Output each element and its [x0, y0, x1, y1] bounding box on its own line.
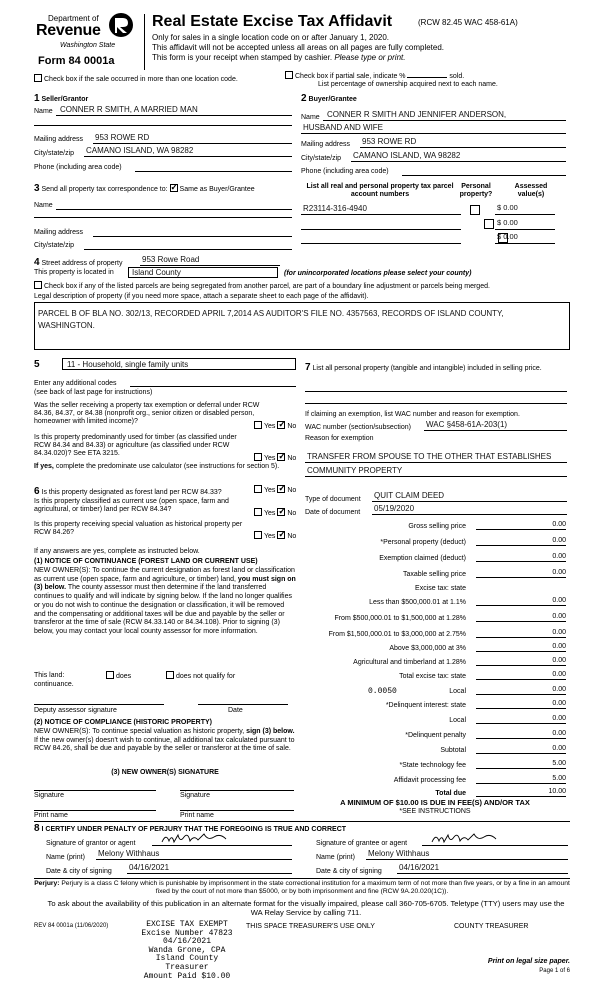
partial-sale-label: Check box if partial sale, indicate %: [295, 73, 406, 80]
land-does-not-label: does not qualify for: [176, 673, 236, 680]
local-rate: 0.0050: [368, 687, 397, 696]
tax-row-label: Exemption claimed (deduct): [379, 555, 466, 562]
seller-mail-field[interactable]: [93, 133, 292, 144]
historic-question: Is this property receiving special valuation as historical property per RCW 84.26?: [34, 521, 243, 537]
tax-row-value: 0.00: [552, 521, 566, 528]
exemption-question: Was the seller receiving a property tax exemption or deferral under RCW 84.36, 84.37, or 84.38 (nonprofit org., senior citizen or disabled person, homeowner with limited income)?: [34, 402, 260, 426]
same-as-buyer-label: Same as Buyer/Grantee: [179, 186, 255, 193]
grantee-sig-label: Signature of grantee or agent: [316, 840, 408, 847]
perjury-label: Perjury:: [34, 880, 60, 887]
section-4-street-row: [34, 257, 122, 269]
no-label: No: [287, 510, 297, 517]
land-does-not-option: [166, 671, 235, 681]
historic-answer: [254, 531, 296, 541]
tax-row: [300, 656, 570, 668]
assessed-col-header: Assessed value(s): [514, 183, 548, 199]
current-use-question: Is this property classified as current use (open space, farm and agricultural, or timber) land per RCW 84.34?: [34, 498, 229, 514]
buyer-name-line2[interactable]: [301, 123, 566, 134]
tax-row-value: 0.00: [552, 553, 566, 560]
personal-property-line-2[interactable]: [305, 396, 567, 404]
tax-row-label: Taxable selling price: [402, 571, 466, 578]
minimum-due: A MINIMUM OF $10.00 IS DUE IN FEE(S) AND/OR TAX: [340, 798, 530, 807]
grantee-date-label: Date & city of signing: [316, 868, 382, 875]
buyer-name-field[interactable]: [323, 110, 566, 121]
tax-row: [300, 729, 570, 741]
stamp-line-6: Amount Paid $10.00: [143, 971, 231, 981]
notice-1-title: (1) NOTICE OF CONTINUANCE (FOREST LAND OR CURRENT USE): [34, 558, 258, 565]
timber-note: [34, 463, 284, 471]
new-owner-print-2[interactable]: [180, 801, 294, 811]
tax-row-value: 0.00: [552, 730, 566, 737]
tax-row: [300, 685, 570, 697]
notice-2-title: (2) NOTICE OF COMPLIANCE (HISTORIC PROPERTY): [34, 719, 212, 726]
county-treasurer-label: COUNTY TREASURER: [454, 923, 529, 930]
street-label: Street address of property: [41, 260, 123, 267]
tax-row-value: 0.00: [552, 569, 566, 576]
tax-row-label: *State technology fee: [399, 762, 466, 769]
additional-codes-field[interactable]: [130, 377, 296, 387]
wac-field[interactable]: [424, 421, 567, 431]
tax-row-label: *Personal property (deduct): [380, 539, 466, 546]
notice-1-c: The county assessor must then determine if the land transferred continues to qualify and will indicate by signing below. If the land no longer qualifies or you do not wish to continue the designation or classification, it will be removed and the compensating or additional taxes will be due and payable by the seller or transferor at the time of sale (RCW 84.33.140 or 84.34.108). Prior to signing (3) below, you may contact your local county assessor for more information.: [34, 584, 292, 635]
tax-row-label: *Delinquent penalty: [405, 732, 466, 739]
section-6-number: 6: [34, 486, 40, 497]
this-land-label: This land:: [34, 672, 65, 679]
yes-label: Yes: [264, 487, 276, 494]
notice-2-a: NEW OWNER(S): To continue special valuation as historic property,: [34, 728, 245, 735]
treasurer-use-label: THIS SPACE TREASURER'S USE ONLY: [246, 923, 375, 930]
dept-line3: Washington State: [60, 42, 116, 49]
legal-size-note: Print on legal size paper.: [487, 958, 570, 965]
page-title: Real Estate Excise Tax Affidavit: [152, 13, 393, 30]
timber-yes-checkbox[interactable]: [254, 453, 262, 461]
signature-label-2: Signature: [180, 792, 210, 799]
seller-name-line2[interactable]: [34, 121, 292, 126]
dept-line1: Department of: [48, 14, 99, 23]
grantor-sig-label: Signature of grantor or agent: [46, 840, 136, 847]
tax-row: [300, 670, 570, 682]
land-does-option: [106, 671, 131, 681]
notice-1-b: you must sign on (3) below.: [34, 575, 296, 592]
print-name-label-2: Print name: [180, 812, 214, 819]
header-note-3-text: This form is your receipt when stamped by cashier.: [152, 53, 333, 62]
perjury-text: Perjury is a class C felony which is punishable by imprisonment in the state correctional institution for a maximum term of not more than five years, or by a fine in an amount fixed by the court of not more than $5000, or by both imprisonment and fine (RCW 9A.20.020(1C)).: [61, 880, 570, 895]
buyer-city-field[interactable]: [351, 151, 566, 162]
land-does-not-checkbox[interactable]: [166, 671, 174, 679]
tax-row-value: 0.00: [552, 657, 566, 664]
see-instructions: *SEE INSTRUCTIONS: [399, 808, 471, 815]
tax-row: [300, 596, 570, 608]
sec3-mail-field[interactable]: [93, 226, 292, 237]
new-owner-print-1[interactable]: [34, 801, 156, 811]
dor-logo: [36, 12, 136, 58]
partial-percent-field[interactable]: [407, 70, 447, 78]
seller-name-field[interactable]: [56, 105, 292, 116]
tax-row-value: 0.00: [552, 700, 566, 707]
reason-value[interactable]: TRANSFER FROM SPOUSE TO THE OTHER THAT ESTABLISHES COMMUNITY PROPERTY: [307, 452, 552, 475]
yes-label: Yes: [264, 510, 276, 517]
sec3-city-field[interactable]: [84, 239, 292, 250]
tax-row: [300, 699, 570, 711]
personal-col-header: Personal property?: [459, 183, 493, 199]
use-code-value: 11 - Household, single family units: [67, 360, 189, 369]
tax-row-label: Affidavit processing fee: [393, 777, 466, 784]
buyer-phone-field[interactable]: [402, 165, 566, 176]
seller-phone-label: Phone (including area code): [34, 164, 122, 171]
forest-no-checkbox[interactable]: [277, 485, 285, 493]
sec3-name-line2[interactable]: [34, 213, 292, 218]
tax-row: [300, 568, 570, 580]
notice-3-title: (3) NEW OWNER(S) SIGNATURE: [111, 769, 219, 776]
tax-row: [300, 744, 570, 756]
new-owner-signature-2[interactable]: [180, 781, 294, 791]
exemption-no-checkbox[interactable]: [277, 421, 285, 429]
grantor-date-value: 04/16/2021: [129, 863, 170, 872]
header-note-3-emphasis: Please type or print.: [334, 53, 406, 62]
tax-row-value: 0.00: [552, 537, 566, 544]
parcel-col-header: List all real and personal property tax parcel account numbers: [306, 183, 454, 199]
seller-city-field[interactable]: [84, 146, 292, 157]
forest-question: [34, 486, 254, 498]
exemption-yes-checkbox[interactable]: [254, 421, 262, 429]
multi-location-row: [34, 74, 238, 84]
yes-label: Yes: [264, 423, 276, 430]
current-use-yes-checkbox[interactable]: [254, 508, 262, 516]
tax-row: [300, 612, 570, 624]
parcel-row-3-number[interactable]: [301, 233, 461, 244]
notice-2-b: sign (3) below.: [246, 728, 295, 735]
section-3-text: Send all property tax correspondence to:: [41, 186, 168, 193]
doc-date-field[interactable]: [372, 505, 567, 515]
tax-row-value: 10.00: [548, 788, 566, 795]
tax-row-value: 0.00: [552, 629, 566, 636]
tax-row: [300, 582, 570, 594]
notice-1-body: [34, 567, 296, 637]
county-value: Island County: [132, 268, 181, 277]
legal-description-value: PARCEL B OF BLA NO. 302/13, RECORDED APRIL 7,2014 AS AUDITOR'S FILE NO. 4357563, RECORDS OF ISLAND COUNTY, WASHINGTON.: [38, 309, 504, 330]
grantor-date-field[interactable]: [127, 864, 292, 874]
timber-answer: [254, 453, 296, 463]
timber-no-checkbox[interactable]: [277, 453, 285, 461]
forest-answer: [254, 485, 296, 495]
buyer-city-label: City/state/zip: [301, 155, 342, 162]
seller-city-value: CAMANO ISLAND, WA 98282: [86, 146, 194, 155]
tax-row-label: Subtotal: [440, 747, 466, 754]
doc-type-field[interactable]: [372, 492, 567, 502]
tax-row-label: Local: [449, 688, 466, 695]
certify-text: I CERTIFY UNDER PENALTY OF PERJURY THAT THE FOREGOING IS TRUE AND CORRECT: [41, 826, 347, 833]
tax-row: [300, 759, 570, 771]
section-3-heading: [34, 183, 255, 195]
parcel-row-2-personal-checkbox[interactable]: [484, 219, 494, 229]
grantee-name-field[interactable]: [366, 850, 568, 860]
sec3-name-field[interactable]: [56, 199, 292, 210]
multi-location-label: Check box if the sale occurred in more than one location code.: [44, 76, 238, 83]
doc-date-label: Date of document: [305, 509, 361, 516]
section-7-text: [305, 362, 567, 374]
stamp-line-1: EXCISE TAX EXEMPT: [146, 920, 228, 929]
section-7-number: 7: [305, 362, 311, 373]
exemption-answer: [254, 421, 296, 431]
no-label: No: [287, 423, 297, 430]
grantee-signature-field[interactable]: [422, 833, 568, 846]
tax-row: [300, 642, 570, 654]
section-1-number: 1: [34, 93, 40, 104]
buyer-name-label: Name: [301, 114, 320, 121]
tax-row-label: Local: [449, 717, 466, 724]
current-use-answer: [254, 508, 296, 518]
tax-row-label: Total excise tax: state: [399, 673, 466, 680]
tax-row-value: 0.00: [552, 745, 566, 752]
parcel-row-1-number[interactable]: [301, 204, 461, 215]
section-3-number: 3: [34, 183, 40, 194]
buyer-phone-label: Phone (including area code): [301, 168, 389, 175]
tax-row: [300, 628, 570, 640]
seller-heading-label: Seller/Grantor: [41, 96, 89, 103]
buyer-heading-label: Buyer/Grantee: [308, 96, 357, 103]
no-label: No: [287, 455, 297, 462]
tax-row-label: Excise tax: state: [415, 585, 466, 592]
county-note: (for unincorporated locations please select your county): [284, 270, 472, 277]
additional-codes-note: (see back of last page for instructions): [34, 389, 153, 396]
grantor-signature-field[interactable]: [152, 833, 292, 846]
signature-label-1: Signature: [34, 792, 64, 799]
grantee-date-field[interactable]: [397, 864, 568, 874]
tax-row: [300, 520, 570, 532]
stamp-line-5: Island County Treasurer: [155, 954, 219, 972]
street-value: 953 Rowe Road: [142, 255, 200, 264]
form-id: Form 84 0001a: [38, 55, 115, 67]
land-does-checkbox[interactable]: [106, 671, 114, 679]
accessibility-notice: To ask about the availability of this publication in an alternate format for the visually impaired, please call 360-705-6705. Teletype (TTY) users may use the WA Relay Service by calling 711.: [47, 899, 565, 917]
deputy-signature-label: Deputy assessor signature: [34, 707, 117, 714]
forest-yes-checkbox[interactable]: [254, 485, 262, 493]
no-label: No: [287, 487, 297, 494]
reason-label: Reason for exemption: [305, 435, 374, 442]
partial-note: List percentage of ownership acquired next to each name.: [318, 81, 498, 88]
yes-label: Yes: [264, 533, 276, 540]
use-code-select[interactable]: [62, 358, 296, 370]
wac-label: WAC number (section/subsection): [305, 424, 411, 431]
forest-question-text: Is this property designated as forest land per RCW 84.33?: [41, 489, 222, 496]
tax-row-value: 0.00: [552, 613, 566, 620]
tax-row: [300, 714, 570, 726]
tax-row-label: *Delinquent interest: state: [385, 702, 466, 709]
revenue-logo-icon: [108, 12, 134, 38]
timber-question: Is this property predominantly used for timber (as classified under RCW 84.34 and 84.33) or agriculture (as classified under RCW 84.34.020)? See ETA 3215.: [34, 434, 237, 458]
stamp-line-3: 04/16/2021: [162, 937, 211, 947]
seller-name-label: Name: [34, 108, 53, 115]
tax-row-value: 0.00: [552, 671, 566, 678]
parcel-row-3-assessed[interactable]: [495, 233, 555, 244]
section-8-number: 8: [34, 823, 40, 834]
buyer-mail-value: 953 ROWE RD: [362, 137, 417, 146]
rcw-reference: (RCW 82.45 WAC 458-61A): [418, 18, 518, 27]
segregated-checkbox[interactable]: [34, 281, 42, 289]
segregated-row: [34, 281, 574, 291]
header-note-3: [152, 53, 405, 62]
no-label: No: [287, 533, 297, 540]
revision-label: REV 84 0001a (11/06/2020): [34, 923, 109, 929]
dept-line2: Revenue: [36, 22, 101, 39]
deputy-date-label: Date: [228, 707, 243, 714]
legal-label: Legal description of property (if you need more space, attach a separate sheet to each page of the affidavit).: [34, 293, 369, 300]
section-2-number: 2: [301, 93, 307, 104]
tax-row-label: From $500,000.01 to $1,500,000 at 1.28%: [334, 615, 466, 622]
tax-row-value: 0.00: [552, 715, 566, 722]
grantor-name-value: Melony Withhaus: [98, 849, 160, 858]
stamp-line-4: Wanda Grone, CPA: [148, 945, 226, 955]
treasurer-stamp: [132, 921, 242, 981]
parcel-row-1-assessed-value: $ 0.00: [497, 203, 518, 212]
grantee-name-label: Name (print): [316, 854, 355, 861]
seller-phone-field[interactable]: [135, 161, 292, 172]
page-number: Page 1 of 6: [539, 968, 570, 974]
seller-mail-value: 953 ROWE RD: [95, 133, 150, 142]
timber-note-text: complete the predominate use calculator (see instructions for section 5).: [55, 463, 280, 470]
tax-row-label: Gross selling price: [408, 523, 466, 530]
multi-location-checkbox[interactable]: [34, 74, 42, 82]
tax-row-value: 0.00: [552, 686, 566, 693]
wac-value: WAC §458-61A-203(1): [426, 420, 508, 429]
tax-row-label: Less than $500,000.01 at 1.1%: [369, 599, 466, 606]
timber-note-bold: If yes,: [34, 463, 54, 470]
sec3-name-label: Name: [34, 202, 53, 209]
parcel-row-2-number[interactable]: [301, 219, 461, 230]
grantor-name-label: Name (print): [46, 854, 85, 861]
buyer-heading: [301, 93, 357, 105]
partial-sale-checkbox[interactable]: [285, 71, 293, 79]
parcel-row-1-value: R23114-316-4940: [303, 204, 367, 213]
parcel-row-1-assessed[interactable]: [495, 204, 555, 215]
partial-sale-row: [285, 70, 464, 81]
sec3-mail-label: Mailing address: [34, 229, 84, 236]
tax-row-value: 0.00: [552, 643, 566, 650]
segregated-label: Check box if any of the listed parcels are being segregated from another parcel, are part of a boundary line adjustment or parcels being merged.: [44, 283, 490, 290]
buyer-city-value: CAMANO ISLAND, WA 98282: [353, 151, 461, 160]
grantor-name-field[interactable]: [96, 850, 292, 860]
print-name-label-1: Print name: [34, 812, 68, 819]
grantor-date-label: Date & city of signing: [46, 868, 112, 875]
current-use-no-checkbox[interactable]: [277, 508, 285, 516]
personal-property-line-1[interactable]: [305, 384, 567, 392]
notice-2-c: If the new owner(s) doesn't wish to continue, all additional tax calculated pursuant to RCW 84.26, shall be due and payable by the seller or transferor at the time of sale.: [34, 736, 295, 753]
county-select[interactable]: [128, 267, 278, 278]
tax-row-label: Above $3,000,000 at 3%: [389, 645, 466, 652]
yes-label: Yes: [264, 455, 276, 462]
tax-row-label: Agricultural and timberland at 1.28%: [353, 659, 466, 666]
historic-no-checkbox[interactable]: [277, 531, 285, 539]
if-any-yes: If any answers are yes, complete as instructed below.: [34, 548, 200, 555]
sold-label: sold.: [449, 73, 465, 80]
seller-heading: [34, 93, 88, 105]
grantee-date-value: 04/16/2021: [399, 863, 440, 872]
section-4-number: 4: [34, 257, 40, 268]
grantor-signature-icon: [160, 831, 230, 845]
header-note-1: Only for sales in a single location code on or after January 1, 2020.: [152, 33, 390, 42]
tax-row-value: 5.00: [552, 760, 566, 767]
seller-city-label: City/state/zip: [34, 150, 75, 157]
buyer-name-value: CONNER R SMITH AND JENNIFER ANDERSON,: [327, 110, 507, 119]
tax-row-value: 5.00: [552, 775, 566, 782]
seller-mail-label: Mailing address: [34, 136, 84, 143]
exemption-instructions: If claiming an exemption, list WAC number and reason for exemption.: [305, 411, 520, 418]
perjury-notice: [34, 880, 570, 896]
doc-type-value: QUIT CLAIM DEED: [374, 491, 445, 500]
grantee-signature-icon: [430, 831, 500, 845]
tax-row: [300, 774, 570, 786]
located-label: This property is located in: [34, 269, 114, 276]
historic-yes-checkbox[interactable]: [254, 531, 262, 539]
notice-1-a: NEW OWNER(S): To continue the current designation as forest land or classification as current use (open space, farm and agriculture, or timber) land,: [34, 567, 295, 583]
section-7-label: List all personal property (tangible and intangible) included in selling price.: [312, 365, 542, 372]
tax-row: [300, 536, 570, 548]
parcel-row-2-assessed[interactable]: [495, 219, 555, 230]
buyer-mail-field[interactable]: [360, 137, 566, 148]
new-owner-signature-1[interactable]: [34, 781, 156, 791]
parcel-row-1-personal-checkbox[interactable]: [470, 205, 480, 215]
seller-name-value: CONNER R SMITH, A MARRIED MAN: [60, 105, 198, 114]
tax-row-value: 0.00: [552, 597, 566, 604]
additional-codes-label: Enter any additional codes: [34, 380, 117, 387]
grantee-name-value: Melony Withhaus: [368, 849, 430, 858]
tax-row-label: Total due: [435, 790, 466, 797]
tax-row-label: From $1,500,000.01 to $3,000,000 at 2.75%: [328, 631, 466, 638]
street-field[interactable]: [140, 256, 280, 266]
tax-row: [300, 552, 570, 564]
header-note-2: This affidavit will not be accepted unless all areas on all pages are fully completed.: [152, 43, 445, 52]
buyer-mail-label: Mailing address: [301, 141, 351, 148]
notice-2-body: [34, 728, 296, 754]
doc-date-value: 05/19/2020: [374, 504, 415, 513]
stamp-line-2: Excise Number 47823: [141, 928, 233, 938]
legal-description-field[interactable]: [34, 302, 570, 350]
doc-type-label: Type of document: [305, 496, 361, 503]
continuance-label: continuance.: [34, 681, 74, 688]
buyer-name-value-2: HUSBAND AND WIFE: [303, 123, 384, 132]
section-5-number: 5: [34, 359, 40, 370]
same-as-buyer-checkbox[interactable]: [170, 184, 178, 192]
land-does-label: does: [116, 673, 132, 680]
parcel-row-2-assessed-value: $ 0.00: [497, 218, 518, 227]
parcel-row-3-assessed-value: $ 0.00: [497, 232, 518, 241]
sec3-city-label: City/state/zip: [34, 242, 75, 249]
